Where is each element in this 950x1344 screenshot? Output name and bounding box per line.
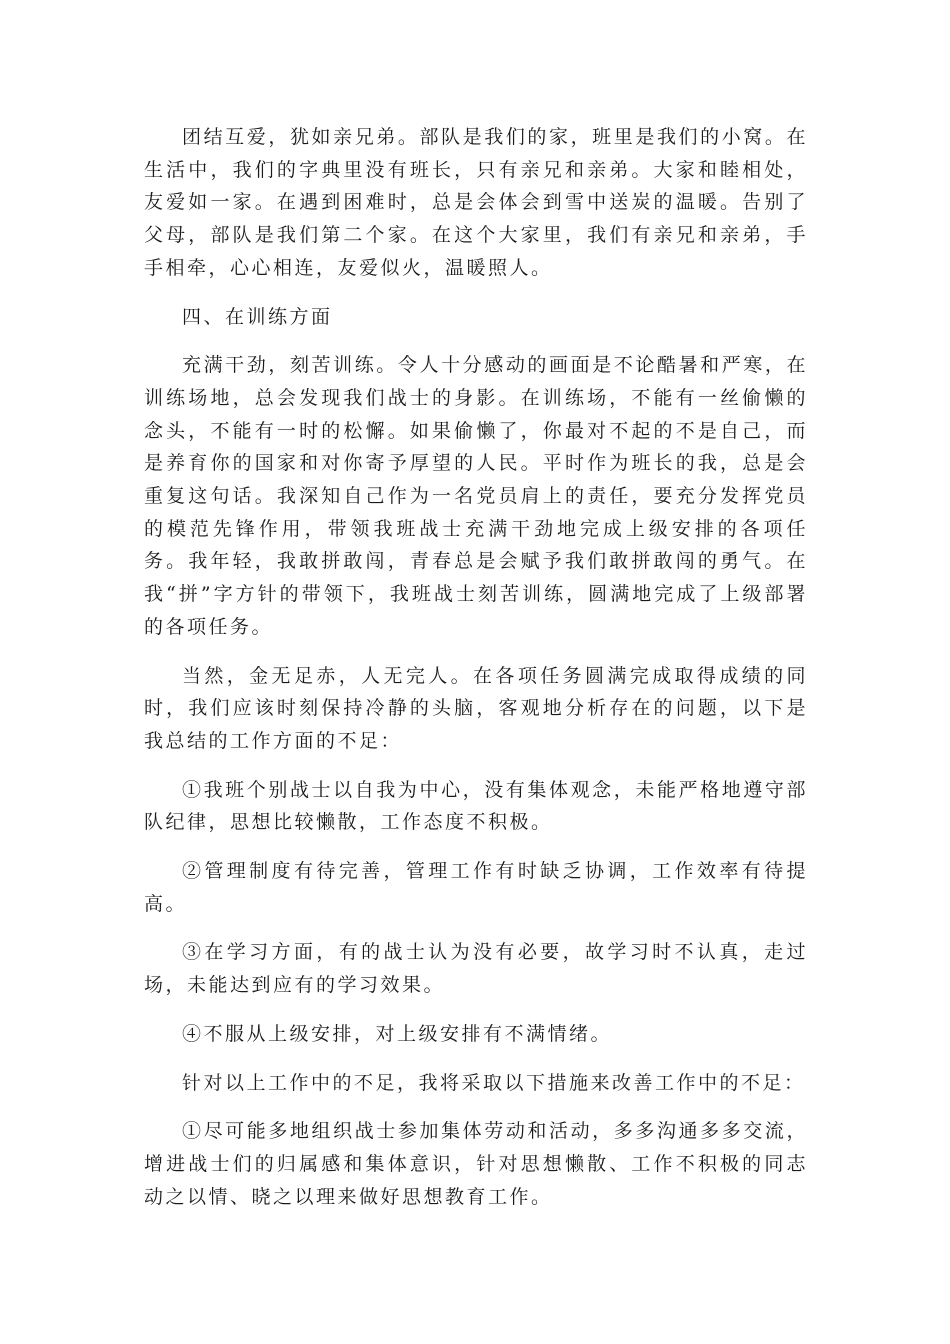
paragraph-training: 充满干劲，刻苦训练。令人十分感动的画面是不论酷暑和严寒，在训练场地，总会发现我们战士的身影。在训练场，不能有一丝偷懒的念头，不能有一时的松懈。如果偷懒了，你最对不起的不是自己，而是养育你的国家和对你寄予厚望的人民。平时作为班长的我，总是会重复这句话。我深知自己作为一名党员肩上的责任，要充分发挥党员的模范先锋作用，带领我班战士充满干劲地完成上级安排的各项任务。我年轻，我敢拼敢闯，青春总是会赋予我们敢拼敢闯的勇气。在我“拼”字方针的带领下，我班战士刻苦训练，圆满地完成了上级部署的各项任务。 xyxy=(144,354,808,638)
paragraph-shortcomings-intro: 当然，金无足赤，人无完人。在各项任务圆满完成取得成绩的同时，我们应该时刻保持冷静的头脑，客观地分析存在的问题，以下是我总结的工作方面的不足： xyxy=(144,664,808,752)
section-heading-training: 四、在训练方面 xyxy=(182,305,333,328)
shortcoming-item-4: ④不服从上级安排，对上级安排有不满情绪。 xyxy=(182,1022,613,1045)
shortcoming-item-3: ③在学习方面，有的战士认为没有必要，故学习时不认真，走过场，未能达到应有的学习效果。 xyxy=(144,941,808,997)
paragraph-family-unity: 团结互爱，犹如亲兄弟。部队是我们的家，班里是我们的小窝。在生活中，我们的字典里没有班长，只有亲兄和亲弟。大家和睦相处，友爱如一家。在遇到困难时，总是会体会到雪中送炭的温暖。告别了父母，部队是我们第二个家。在这个大家里，我们有亲兄和亲弟，手手相牵，心心相连，友爱似火，温暖照人。 xyxy=(144,126,808,279)
document-body xyxy=(144,121,808,1229)
measure-item-1: ①尽可能多地组织战士参加集体劳动和活动，多多沟通多多交流，增进战士们的归属感和集体意识，针对思想懒散、工作不积极的同志动之以情、晓之以理来做好思想教育工作。 xyxy=(144,1120,808,1208)
paragraph-measures-intro: 针对以上工作中的不足，我将采取以下措施来改善工作中的不足： xyxy=(182,1071,806,1094)
shortcoming-item-1: ①我班个别战士以自我为中心，没有集体观念，未能严格地遵守部队纪律，思想比较懒散，工作态度不积极。 xyxy=(144,778,808,834)
shortcoming-item-2: ②管理制度有待完善，管理工作有时缺乏协调，工作效率有待提高。 xyxy=(144,860,808,915)
